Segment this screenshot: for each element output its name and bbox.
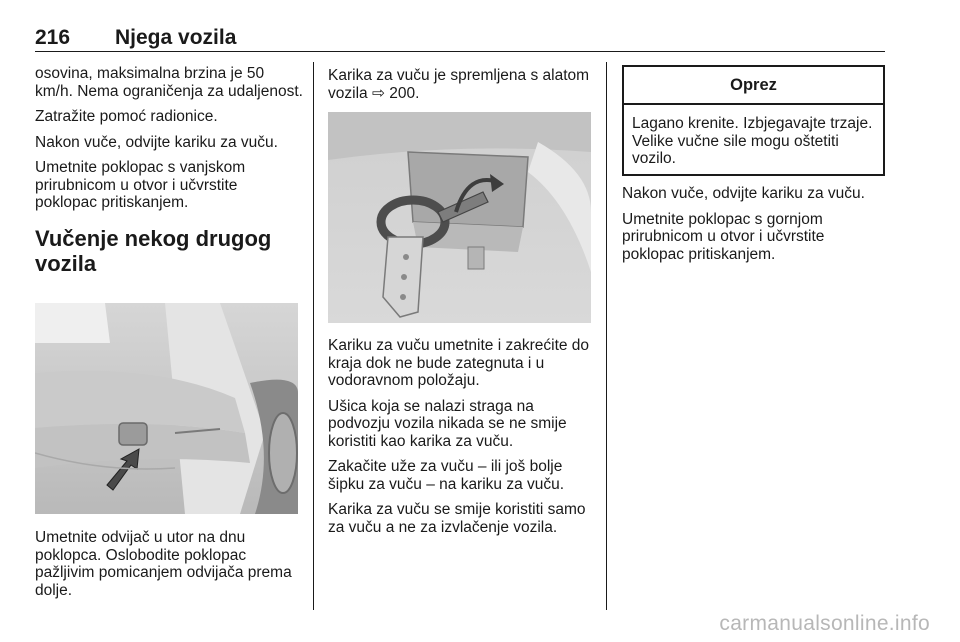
column-2 [328,67,593,110]
column-1 [35,65,303,276]
rear-bumper-drawing [35,303,298,514]
paragraph [328,67,593,102]
paragraph: Umetnite poklopac s vanjskom prirubnicom u otvor i učvrstite poklopac pritiskanjem. [35,159,246,211]
column-3 [622,185,887,271]
paragraph: Kariku za vuču umetnite i zakrećite do kraja dok ne bude zategnuta i u vodoravnom položaju. [328,337,590,389]
page-reference: 200. [384,84,420,102]
towing-eye-drawing [328,112,591,323]
paragraph: Ušica koja se nalazi straga na podvozju vozila nikada se ne smije koristiti kao karika za vuču. [328,397,567,450]
paragraph: Umetnite poklopac s gornjom prirubnicom u otvor i učvrstite poklopac pritiskanjem. [622,210,825,263]
towing-eye-illustration [328,112,591,323]
watermark: carmanualsonline.info [719,612,930,635]
paragraph: Karika za vuču se smije koristiti samo za vuču a ne za izvlačenje vozila. [328,501,586,536]
paragraph: Zakačite uže za vuču – ili još bolje šipku za vuču – na kariku za vuču. [328,458,565,493]
column-divider [606,62,607,610]
paragraph: osovina, maksimalna brzina je 50 km/h. Nema ograničenja za udaljenost. [35,65,303,100]
page-reference-icon: ⇨ [371,84,385,102]
rear-bumper-illustration [35,303,298,514]
intro-text: Karika za vuču je spremljena s alatom vozila [328,67,590,102]
caution-title: Oprez [624,67,883,105]
figure-caption: Umetnite odvijač u utor na dnu poklopca. Oslobodite poklopac pažljivim pomicanjem odvijača prema dolje. [35,529,292,599]
page-number: 216 [35,26,71,49]
paragraph: Zatražite pomoć radionice. [35,108,218,125]
page-header [35,24,885,52]
paragraph: Nakon vuče, odvijte kariku za vuču. [622,185,865,202]
caution-box [622,65,885,176]
column-2-body [328,337,593,544]
caution-body: Lagano krenite. Izbjegavajte trzaje. Velike vučne sile mogu oštetiti vozilo. [632,115,873,167]
section-heading: Vučenje nekog drugog vozila [35,225,272,276]
chapter-title: Njega vozila [115,26,237,49]
column-divider [313,62,314,610]
paragraph: Nakon vuče, odvijte kariku za vuču. [35,133,278,151]
